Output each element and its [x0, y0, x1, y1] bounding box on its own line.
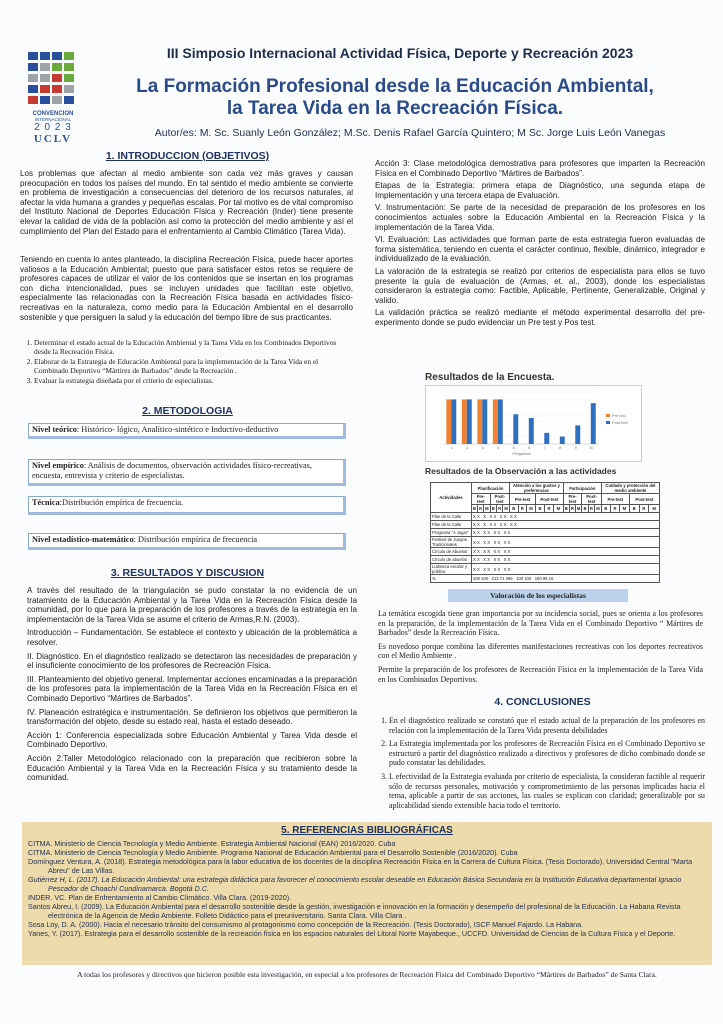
obs-activity-name: Ludoteca escolar y pública — [431, 564, 472, 575]
method-text: : Análisis de documentos, observación actividades físico-recreativas, encuesta, entrevista y criterio de especialistas. — [32, 461, 312, 480]
table-row — [431, 529, 660, 537]
results-paragraph: II. Diagnóstico. En el diagnóstico realizado se detectaron las necesidades de preparación y el insuficiente conocimiento de los profesores de Recreación Física. — [27, 651, 357, 671]
logo-text-top: CONVENCION — [32, 111, 74, 117]
table-row — [431, 575, 660, 583]
legend-swatch — [606, 421, 610, 424]
obs-prepost: Post-test — [535, 494, 563, 505]
x-tick-label: 3 — [481, 445, 484, 450]
bar-post — [482, 399, 487, 444]
authors: Autor/es: M. Sc. Suanly León González; M.Sc. Denis Rafael García Quintero; M Sc. Jorge Luis León Vanegas — [154, 127, 666, 139]
obs-scale: R — [610, 505, 619, 513]
method-label: Nivel estadístico-matemático — [32, 535, 134, 544]
results-paragraph: Acción 2:Taller Metodológico relacionado con la preparación que recibieron sobre la Educación Ambiental y la Tarea Vida en la Recreación Física y su tratamiento desde la comunidad. — [27, 753, 357, 783]
results-paragraph: A través del resultado de la triangulación se pudo constatar la no evidencia de un tratamiento de la Educación Ambiental y la Tarea Vida en la Recreación Física desde la comunidad, por lo que para la preparación de los profesores a través de la estrategia en la implementación de la Tarea Vida se asume el criterio de Armas,R.N. (2003). — [27, 586, 357, 624]
conclusion-item: 3. L efectividad de la Estrategia evaluada por criterio de especialista, la consideran factible al requerir sólo de recursos personales, motivación y comprometimiento de las personas implicadas hacia el tema, aplicable a partir de sus acciones, las cuales se explican con claridad; generalizable por su aplicabilidad siendo extensible hacia todo el territorio. — [389, 772, 705, 810]
obs-marks: X X X X X X X X — [472, 529, 660, 537]
obs-scale: B — [629, 505, 639, 513]
obs-scale: M — [649, 505, 660, 513]
method-label: Nivel empírico — [32, 461, 84, 470]
obs-marks: X X X X X X X X — [472, 537, 660, 548]
x-tick-label: 2 — [466, 445, 469, 450]
obs-scale: B — [491, 506, 495, 511]
results-body — [27, 586, 357, 783]
conclusions-list — [375, 716, 705, 811]
right-body — [375, 159, 705, 328]
obs-marks: X X X X X X X X — [472, 556, 660, 564]
bar-pre — [477, 399, 482, 444]
obs-prepost: Pre-test — [472, 494, 491, 505]
bar-post — [575, 425, 580, 444]
obs-scale: B — [535, 505, 544, 513]
obs-scale: M — [596, 506, 600, 511]
obs-scale: R — [498, 506, 502, 511]
reference-item: CITMA. Ministerio de Ciencia Tecnología y Medio Ambiente. Programa Nacional de Educación Ambiental para el Desarrollo Sostenible (2016/2020). Cuba — [28, 848, 518, 857]
acknowledgement: A todas los profesores y directivos que hicieron posible esta investigación, en especial a los profesores de Recreación Física del Combinado Deportivo “Mártires de Barbados” de Santa Clara. — [77, 970, 657, 979]
obs-prepost: Post-test — [490, 494, 510, 505]
bar-pre — [493, 399, 498, 444]
survey-chart-heading: Resultados de la Encuesta. — [425, 372, 555, 383]
logo-uclv: UCLV — [33, 133, 73, 145]
x-tick-label: 4 — [497, 445, 500, 450]
obs-scale: R — [589, 506, 593, 511]
obs-scale: M — [576, 506, 581, 511]
table-row — [431, 513, 660, 521]
objectives-list — [20, 338, 353, 386]
objective-item: 2. Elaborar de la Estrategia de Educación Ambiental para la implementación de la Tarea Vida en el Combinado Deportivo “Mártires de Barbados” desde la Recreación . — [34, 357, 353, 375]
x-tick-label: 10 — [589, 445, 594, 450]
references-heading: 5. REFERENCIAS BIBLIOGRÁFICAS — [281, 825, 453, 836]
obs-activity-name: Círculo de Abuelos — [431, 548, 472, 556]
x-tick-label: 1 — [450, 445, 453, 450]
reference-item: CITMA. Ministerio de Ciencia Tecnología y Medio Ambiente. Estrategia Ambiental Nacional (EAN) 2016/2020. Cuba — [28, 839, 396, 848]
obs-scale: R — [518, 505, 526, 513]
references-panel — [22, 822, 712, 965]
references-list — [22, 836, 712, 938]
x-tick-label: 7 — [543, 445, 546, 450]
specialists-body — [378, 609, 703, 684]
bar-pre — [446, 399, 451, 444]
right-paragraph: Acción 3: Clase metodológica demostrativa para profesores que imparten la Recreación Física en el Combinado Deportivo “Mártires de Barbados”. — [375, 159, 705, 178]
obs-prepost: Post-test — [582, 494, 602, 505]
intro-paragraph-2: Teniendo en cuenta lo antes planteado, la disciplina Recreación Física, puede hacer aportes valiosos a la Educación Ambiental; puesto que para satisfacer estos retos se requiere de profesores capaces de utilizar el valor de los contenidos que se insertan en los programas con dicha intencionalidad, pues se incluyen unidades que facilitan este objetivo, especialmente las relacionadas con la Recreación Física basada en actividades físico-recreativas en la naturaleza, como medio para la Educación Ambiental en el desarrollo sostenible y que persiguen la salud y la educación del tiempo libre de sus practicantes. — [20, 255, 353, 322]
right-paragraph: La valoración de la estrategia se realizó por criterios de especialista para ellos se tuvo presente la guía de evaluación de (Armas, et. al., 2003), donde los especialistas consideraron la estrategia como: Factible, Aplicable, Pertinente, Generalizable, Original y valido. — [375, 266, 705, 305]
legend-swatch — [606, 414, 610, 417]
poster-title-line1: La Formación Profesional desde la Educación Ambiental, — [136, 76, 654, 97]
obs-marks: X X X X X X X X X — [472, 513, 660, 521]
method-label: Nivel teórico — [32, 425, 77, 434]
intro-paragraph-1: Los problemas que afectan al medio ambiente son cada vez más graves y causan preocupación en todos los países del mundo. En tal sentido el medio ambiente se convierte en problema de investigación a consecuencias del deterioro de los recursos naturales, al afectar la vida humana a grandes y pequeñas escalas. Por tal motivo es de vital compromiso del Instituto Nacional de Deportes Educación Física y Recreación (Inder) tiene presente elevar la calidad de vida de la población así como la protección del medio ambiente y así el cumplimiento del Plan del Estado para el enfrentamiento al Cambio Climático (Tarea Vida). — [20, 169, 353, 236]
results-heading: 3. RESULTADOS Y DISCUSION — [110, 567, 265, 579]
bar-post — [513, 414, 518, 444]
obs-scale: R — [639, 505, 649, 513]
logo-year: 2 0 2 3 — [34, 122, 72, 133]
obs-marks: X X X X X X X X — [472, 548, 660, 556]
obs-scale: B — [601, 505, 610, 513]
bar-post — [591, 403, 596, 444]
legend-label: Post test — [612, 420, 628, 425]
reference-item: Sosa Loy, D. A. (2000). Hacia el necesario tránsito del consumismo al protagonismo como concepción de la Recreación. (Tesis Doctorado), ISCF Manuel Fajardo. La Habana. — [28, 920, 584, 929]
table-row — [431, 556, 660, 564]
obs-group: Planificación — [472, 483, 510, 494]
obs-prepost: Pre-test — [563, 494, 582, 505]
obs-scale: B — [583, 506, 587, 511]
obs-prepost: Post-test — [629, 494, 659, 505]
obs-scale: B — [564, 506, 568, 511]
method-label: Técnica — [32, 498, 60, 507]
reference-item: Santos Abreu, I. (2009). La Educación Ambiental para el desarrollo sostenible desde la gestión, investigación e innovación en la formación y desempeño del profesional de la Educación. La Habana Revista electrónica de la Agencia de Medio Ambiente. Folleto Didáctico para el preuniversitario. Santa Clara. Villa Clara . — [28, 902, 681, 920]
obs-scale: M — [619, 505, 629, 513]
obs-prepost: Pre-test — [510, 494, 536, 505]
x-tick-label: 8 — [559, 445, 562, 450]
right-paragraph: VI. Evaluación: Las actividades que forman parte de esta estrategia fueron evaluadas de forma sistemática, teniendo en cuenta el carácter continuo, flexible, dinámico, integrador e individualizado de la evaluación. — [375, 235, 705, 264]
method-heading: 2. METODOLOGIA — [142, 405, 233, 417]
method-text: : Histórico- lógico, Analítico-sintético e Inductivo-deductivo — [76, 425, 279, 434]
x-tick-label: 6 — [528, 445, 531, 450]
obs-marks: X X X X X X X X X — [472, 521, 660, 529]
obs-scale: M — [504, 506, 508, 511]
obs-prepost: Pre-test — [601, 494, 629, 505]
symposium-title: III Simposio Internacional Actividad Física, Deporte y Recreación 2023 — [166, 45, 634, 61]
table-row — [431, 548, 660, 556]
conclusions-heading: 4. CONCLUSIONES — [494, 696, 591, 708]
x-tick-label: 5 — [512, 445, 515, 450]
legend-label: Pre test — [612, 413, 626, 418]
obs-activity-name: Círculo de abuelos — [431, 556, 472, 564]
obs-activity-name: Plan de la Calle — [431, 521, 472, 529]
bar-post — [529, 418, 534, 444]
obs-scale: M — [554, 505, 564, 513]
method-box-estadistico — [28, 533, 346, 550]
obs-scale: M — [485, 506, 489, 511]
bar-post — [498, 399, 503, 444]
right-paragraph: V. Instrumentación: Se parte de la necesidad de preparación de los profesores en los conocimientos actuales sobre la Educación Ambiental en la Recreación Física y la implementación de la Tarea Vida. — [375, 203, 705, 232]
observation-heading: Resultados de la Observación a las actividades — [425, 466, 617, 476]
conclusion-item: 1. En el diagnóstico realizado se constató que el estado actual de la preparación de los profesores en relación con la implementación de la Tarea Vida presenta debilidades — [389, 716, 705, 735]
objective-item: 1. Determinar el estado actual de la Educación Ambiental y la Tarea Vida en los Combinados Deportivos desde la Recreación Física. — [34, 338, 353, 356]
method-text: : Distribución empírica de frecuencia — [133, 535, 258, 544]
poster-title-line2: la Tarea Vida en la Recreación Física. — [226, 98, 564, 119]
method-box-empirico — [28, 459, 346, 486]
obs-marks: X X X X X X X X — [472, 564, 660, 575]
logo-text-mid: INTERNACIONAL — [34, 117, 72, 122]
table-row — [431, 564, 660, 575]
obs-col-activity: Actividades — [431, 483, 472, 513]
objective-item: 3. Evaluar la estrategia diseñada por el criterio de especialistas. — [34, 376, 353, 385]
method-box-teorico — [28, 423, 346, 439]
bar-post — [467, 399, 472, 444]
method-text: :Distribución empírica de frecuencia. — [59, 498, 184, 507]
obs-scale: B — [510, 505, 518, 513]
reference-item: Domínguez Ventura, A. (2018). Estrategia metodológica para la labor educativa de los docentes de la disciplina Recreación Física en la Carrera de Cultura Física. (Tesis Doctorado), Universidad Central "Marta Abreu" de Las Villas. — [28, 857, 693, 875]
bar-post — [544, 433, 549, 444]
intro-heading: 1. INTRODUCCION (OBJETIVOS) — [105, 150, 270, 162]
logo — [24, 50, 82, 145]
reference-item: INDER. VC. Plan de Enfrentamiento al Cambio Climático. Villa Clara. (2019-2020). — [28, 893, 292, 902]
obs-scale: R — [545, 505, 554, 513]
x-tick-label: 9 — [574, 445, 577, 450]
obs-marks: 100 100 213 71 286 100 100 100 85 15 — [472, 575, 660, 583]
table-row — [431, 521, 660, 529]
x-axis-label: Preguntas — [512, 451, 531, 456]
right-paragraph: La validación práctica se realizó mediante el método experimental desarrollo del pre-experimento donde se pudo evidenciar un Pre test y Pos test. — [375, 308, 705, 327]
obs-activity-name: Programa "A Jugar" — [431, 529, 472, 537]
right-paragraph: Etapas de la Estrategia: primera etapa de Diagnóstico, una segunda etapa de Implementación y una tercera etapa de Evaluación. — [375, 181, 705, 200]
observation-table — [430, 482, 660, 583]
obs-activity-name: Festival de Juegos Tradicionales — [431, 537, 472, 548]
specialists-paragraph: La temática escogida tiene gran importancia por su incidencia social, pues se orienta a los profesores en la preparación, de la implementación de la Tarea Vida en el Combinado Deportivo “ Mártires de Barbados” desde la Recreación Física. — [378, 609, 703, 638]
specialists-heading: Valoración de los especialistas — [448, 589, 628, 602]
specialists-paragraph: Es novedoso porque combina las diferentes manifestaciones recreativas con los deportes recreativos con el Medio Ambiente . — [378, 641, 703, 661]
bar-pre — [462, 399, 467, 444]
bar-post — [560, 437, 565, 444]
table-row — [431, 537, 660, 548]
reference-item: Yanes, Y. (2017). Estrategia para el desarrollo sostenible de la recreación física en los espacios naturales del Litoral Norte Mayabeque., UCCFD. Universidad de Ciencias de la Cultura Física y el Deporte. — [28, 929, 676, 938]
results-paragraph: IV. Planeación estratégica e instrumentación. Se definieron los objetivos que permitieron la transformación del objeto, desde su estado real, hasta el estado deseado. — [27, 707, 357, 727]
obs-scale: M — [526, 505, 535, 513]
results-paragraph: Introducción – Fundamentación. Se establece el contexto y ubicación de la problemática a resolver. — [27, 628, 357, 647]
obs-scale: B — [473, 506, 477, 511]
survey-chart — [425, 385, 642, 462]
results-paragraph: Acción 1: Conferencia especializada sobre Educación Ambiental y Tarea Vida desde el Combinado Deportivo. — [27, 730, 357, 750]
specialists-paragraph: Permite la preparación de los profesores de Recreación Física en la implementación de la Tarea Vida en los Combinados Deportivos. — [378, 664, 703, 684]
conclusion-item: 2. La Estrategia implementada por los profesores de Recreación Física en el Combinado Deportivo se estructuró a partir del diagnóstico realizado a directivos y profesores de dicho combinado donde se pudo constatar las debilidades. — [389, 739, 705, 768]
bar-post — [451, 399, 456, 444]
reference-item: Gutiérrez H, L. (2017). La Educación Ambiental: una estrategia didáctica para favorecer el conocimiento escolar deseable en Educación Básica Secundaria en la Institución Educativa departamental Ignacio Pescador de Choachí Cundinamarca. Bogotá D.C. — [28, 875, 682, 893]
obs-activity-name: Plan de la Calle — [431, 513, 472, 521]
method-box-tecnica — [28, 496, 346, 515]
obs-group: Participación — [563, 483, 601, 494]
survey-chart-svg — [426, 386, 641, 461]
obs-scale: R — [570, 506, 574, 511]
results-paragraph: III. Planteamiento del objetivo general. Implementar acciones encaminadas a la preparación de los profesores para la implementación de la Tarea Vida en la Recreación Física en el Combinado Deportivo “Mártires de Barbados”. — [27, 674, 357, 703]
obs-activity-name: % — [431, 575, 472, 583]
obs-scale: R — [479, 506, 483, 511]
logo-grid-icon — [24, 50, 82, 108]
obs-group: Cuidado y protección del medio ambiente — [601, 483, 659, 494]
obs-group: Atención a los gustos y preferencias — [510, 483, 564, 494]
